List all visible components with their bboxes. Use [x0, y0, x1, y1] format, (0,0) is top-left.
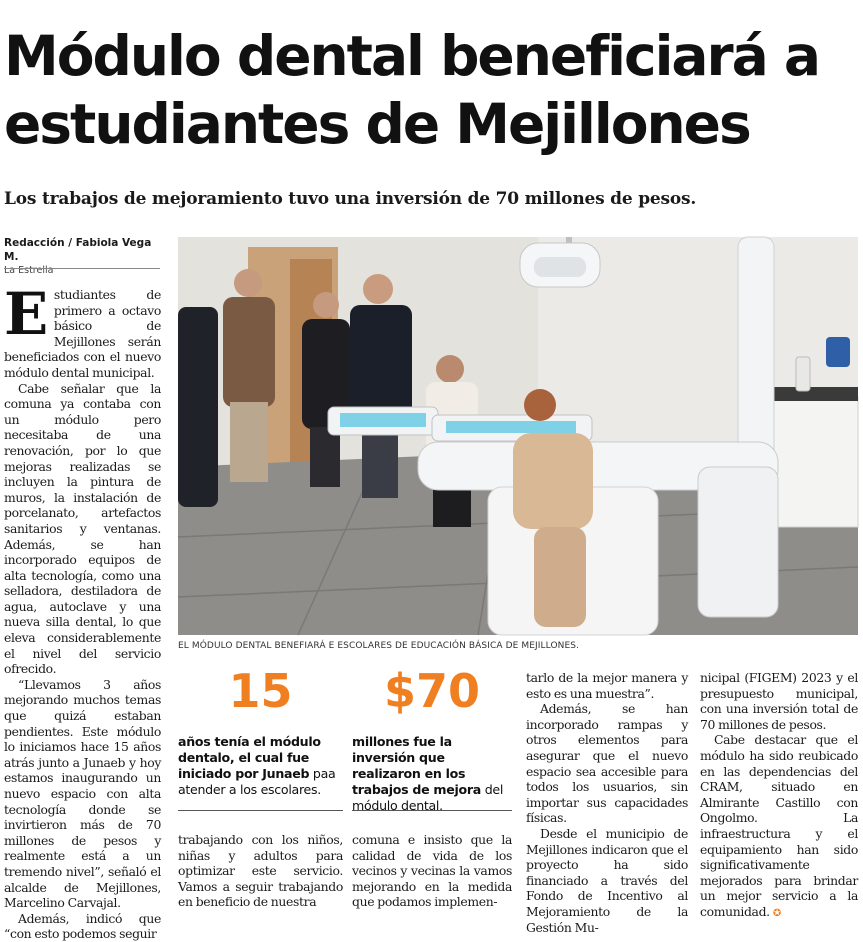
stat-divider — [352, 810, 512, 811]
byline-divider — [4, 268, 160, 269]
article-paragraph: Cabe señalar que la comuna ya contaba con un módulo pero necesitaba de una renovación, por lo que mejoras realizadas se incluyen la pintura de muros, la instalación de porcelanato, artefactos sanitarios y ventanas. Además, se han incorporado equipos de alta tecnología, como una selladora, destiladora de agua, autoclave y una nueva silla dental, lo que eleva considerablemente el nivel del servicio ofrecido. — [4, 380, 161, 677]
article-column-2 — [178, 832, 343, 916]
subheadline: Los trabajos de mejoramiento tuvo una inversión de 70 millones de pesos. — [4, 189, 697, 209]
end-of-article-icon: ✪ — [772, 907, 781, 919]
byline — [4, 236, 164, 277]
article-column-4 — [526, 670, 688, 935]
article-paragraph: comuna e insisto que la calidad de vida de los vecinos y vecinas la vamos mejorando en la medida que podamos implemen- — [352, 832, 512, 910]
article-paragraph: tarlo de la mejor manera y esto es una muestra”. — [526, 670, 688, 701]
photo-caption: EL MÓDULO DENTAL BENEFIARÁ E ESCOLARES DE EDUCACIÓN BÁSICA DE MEJILLONES. — [178, 641, 580, 651]
headline-line-2: estudiantes de Mejillones — [4, 92, 750, 156]
article-column-3 — [352, 832, 512, 916]
headline-line-1: Módulo dental beneficiará a — [4, 24, 820, 88]
headline — [4, 22, 859, 158]
dental-clinic-photo-illustration — [178, 237, 858, 635]
article-paragraph: Desde el municipio de Mejillones indicaron que el proyecto ha sido financiado a través del Fondo de Incentivo al Mejoramiento de la Gestión Mu- — [526, 825, 688, 935]
article-column-5 — [700, 670, 858, 919]
article-paragraph: Además, se han incorporado rampas y otros elementos para asegurar que el nuevo espacio sea accesible para todos los usuarios, sin importar sus capacidades físicas. — [526, 701, 688, 826]
stat-text-investment: millones fue la inversión que realizaron en los trabajos de mejora del módulo dental. — [352, 734, 504, 813]
drop-cap: E — [4, 280, 48, 348]
article-paragraph: Además, indicó que “con esto podemos seguir — [4, 910, 161, 942]
stat-number-years: 15 — [228, 664, 293, 718]
article-paragraph: “Llevamos 3 años mejorando muchos temas que quizá estaban pendientes. Este módulo lo iniciamos hace 15 años atrás junto a Junaeb y hoy estamos inaugurando un nuevo espacio con alta tecnología donde se invirtieron más de 70 millones de pesos y realmente está a un tremendo nivel”, señaló el alcalde de Mejillones, Marcelino Carvajal. — [4, 676, 161, 911]
article-paragraph: Cabe destacar que el módulo ha sido reubicado en las dependencias del CRAM, situado en Almirante Castillo con Ongolmo. La infraestructura y el equipamiento han sido significativamente mejorados para brindar un mejor servicio a la comunidad. ✪ — [700, 732, 858, 919]
article-lead-paragraph: Estudiantes de primero a octavo básico de Mejillones serán beneficiados con el nuevo módulo dental municipal. — [4, 280, 161, 380]
article-paragraph: nicipal (FIGEM) 2023 y el presupuesto municipal, con una inversión total de 70 millones de pesos. — [700, 670, 858, 732]
byline-author: Redacción / Fabiola Vega M. — [4, 237, 152, 263]
byline-publication: La Estrella — [4, 265, 54, 276]
article-column-1 — [4, 280, 161, 942]
article-photo — [178, 237, 858, 635]
stat-divider — [178, 810, 343, 811]
article-paragraph: trabajando con los niños, niñas y adultos para optimizar este servicio. Vamos a seguir trabajando en beneficio de nuestra — [178, 832, 343, 910]
stat-number-investment: $70 — [383, 664, 481, 718]
stat-text-years: años tenía el módulo dentalo, el cual fue iniciado por Junaeb paa atender a los escolares. — [178, 734, 336, 797]
